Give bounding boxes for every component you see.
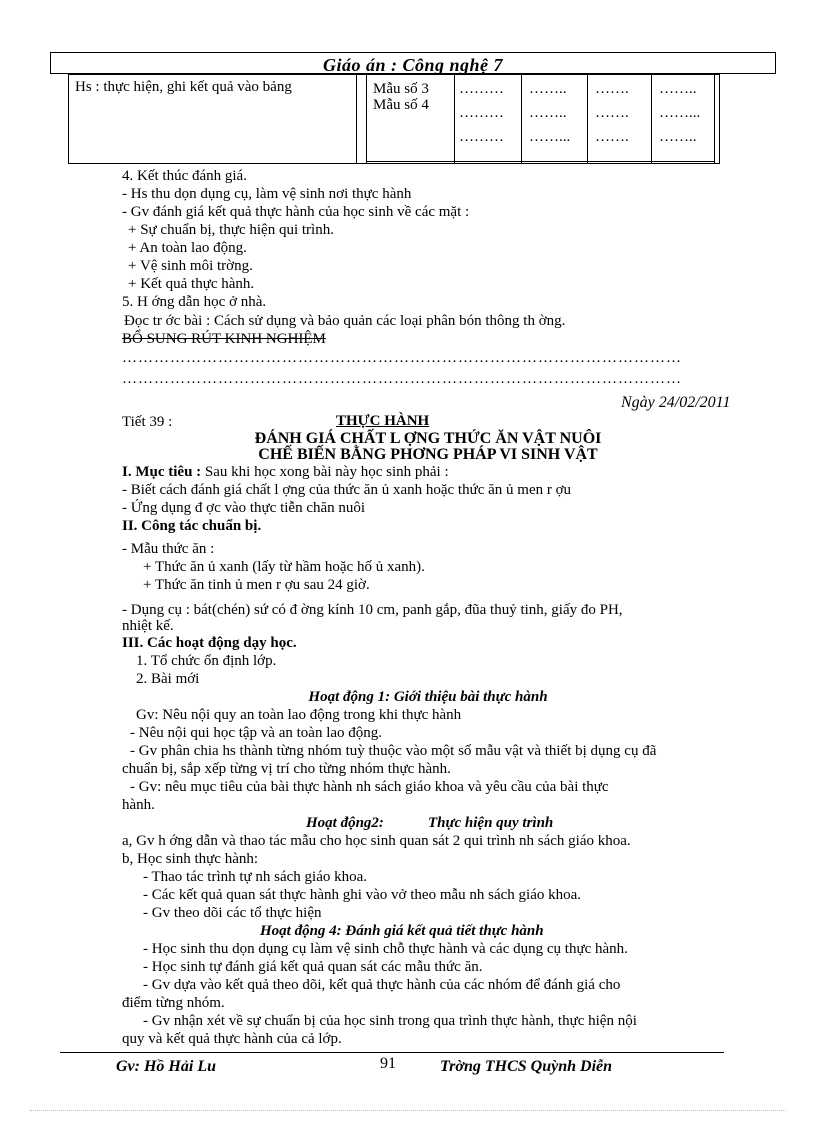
table-cell: …….. [659,129,697,145]
table-cell: ……... [659,105,701,121]
part-heading: II. Công tác chuẩn bị. [122,518,262,534]
table-divider [587,75,588,163]
text-line: - Gv theo dõi các tổ thực hiện [143,905,322,921]
text-line: a, Gv h ớng dẫn và thao tác mẫu cho học sinh quan sát 2 qui trình nh sách giáo khoa. [122,833,631,849]
text-line: + Sự chuẩn bị, thực hiện qui trình. [128,222,334,238]
lesson-date: Ngày 24/02/2011 [621,394,731,411]
text-line: + Thức ăn ủ xanh (lấy từ hầm hoặc hố ủ xanh). [143,559,425,575]
table-cell: ……. [595,129,629,145]
table-cell: ……. [595,81,629,97]
text-line: + Kết quả thực hành. [128,276,255,292]
table-divider [366,161,714,162]
table-cell: …….. [529,81,567,97]
table-cell: ……... [529,129,571,145]
text-line: - Gv đánh giá kết quả thực hành của học sinh về các mặt : [122,204,470,220]
activity-heading: Hoạt động 4: Đánh giá kết quả tiết thực hành [260,923,544,939]
footer-teacher: Gv: Hồ Hải Lu [116,1058,216,1075]
blank-line: …………………………………………………………………………………………… [122,371,682,387]
table-cell: ……. [595,105,629,121]
part-label: I. Mục tiêu : [122,464,202,480]
activity-heading: Thực hiện quy trình [428,815,554,831]
table-cell: ……… [459,129,504,145]
table-left-text: Hs : thực hiện, ghi kết quả vào bảng [75,79,292,95]
text-line: - Các kết quả quan sát thực hành ghi vào vở theo mẫu nh sách giáo khoa. [143,887,582,903]
part-heading: III. Các hoạt động dạy học. [122,635,297,651]
text-line: - Ứng dụng đ ợc vào thực tiễn chăn nuôi [122,500,366,516]
text-line: - Biết cách đánh giá chất l ợng của thức ăn ủ xanh hoặc thức ăn ủ men r ợu [122,482,572,498]
lesson-title: CHẾ BIẾN BẰNG PHƠNG PHÁP VI SINH VẬT [258,446,598,463]
page-edge [30,1110,786,1111]
part-intro: Sau khi học xong bài này học sinh phải : [201,464,449,480]
text-line: - Gv: nêu mục tiêu của bài thực hành nh sách giáo khoa và yêu cầu của bài thực [130,779,609,795]
sample-label: Mẫu số 4 [373,97,429,113]
text-line: - Dụng cụ : bát(chén) sứ có đ ờng kính 10 cm, panh gắp, đũa thuỷ tinh, giấy đo PH, [122,602,623,618]
table-divider [366,75,367,163]
header-title: Giáo án : Công nghệ 7 [322,55,504,75]
text-line: + Thức ăn tinh ủ men r ợu sau 24 giờ. [143,577,370,593]
part-heading [122,464,449,481]
text-line: Đọc tr ớc bài : Cách sử dụng và bảo quản các loại phân bón thông th ờng. [124,313,566,329]
text-line: quy và kết quả thực hành của cả lớp. [122,1031,342,1047]
text-line: chuẩn bị, sắp xếp từng vị trí cho từng nhóm thực hành. [122,761,451,777]
footer-rule [60,1052,724,1053]
table-cell: ……… [459,81,504,97]
table-divider [521,75,522,163]
text-line: Gv: Nêu nội quy an toàn lao động trong khi thực hành [136,707,462,723]
text-line: - Thao tác trình tự nh sách giáo khoa. [143,869,368,885]
footer-school: Trờng THCS Quỳnh Diễn [440,1058,613,1075]
lesson-title: ĐÁNH GIÁ CHẤT L ỢNG THỨC ĂN VẬT NUÔI [254,430,602,447]
text-line: - Hs thu dọn dụng cụ, làm vệ sinh nơi thực hành [122,186,412,202]
text-line: - Gv nhận xét về sự chuẩn bị của học sinh trong qua trình thực hành, thực hiện nội [143,1013,637,1029]
table-divider [651,75,652,163]
table-cell: ……… [459,105,504,121]
text-line: - Mẫu thức ăn : [122,541,215,557]
table-cell: …….. [529,105,567,121]
table-cell: …….. [659,81,697,97]
text-line: + Vệ sinh môi trờng. [128,258,253,274]
text-line: - Học sinh tự đánh giá kết quả quan sát các mẫu thức ăn. [143,959,483,975]
page-header [50,52,776,74]
text-line: điểm từng nhóm. [122,995,225,1011]
page-number: 91 [380,1055,396,1072]
sample-label: Mẫu số 3 [373,81,429,97]
text-line: - Gv dựa vào kết quả theo dõi, kết quả thực hành của các nhóm để đánh giá cho [143,977,621,993]
activity-heading: Hoạt động 1: Giới thiệu bài thực hành [308,689,548,705]
text-line: + An toàn lao động. [128,240,247,256]
results-table [68,74,720,164]
text-line: b, Học sinh thực hành: [122,851,259,867]
table-divider [356,75,357,163]
supplement-heading: BỔ SUNG RÚT KINH NGHIỆM [122,331,326,347]
section-heading: 5. H ớng dẫn học ở nhà. [122,294,267,310]
text-line: - Gv phân chia hs thành từng nhóm tuỳ thuộc vào một số mẫu vật và thiết bị dụng cụ đã [130,743,657,759]
blank-line: …………………………………………………………………………………………… [122,350,682,366]
text-line: hành. [122,797,155,813]
text-line: - Học sinh thu dọn dụng cụ làm vệ sinh chỗ thực hành và các dụng cụ thực hành. [143,941,628,957]
lesson-type: THỰC HÀNH [336,413,430,429]
text-line: 2. Bài mới [136,671,200,687]
table-divider [454,75,455,163]
text-line: nhiệt kế. [122,618,174,634]
activity-heading: Hoạt động2: [306,815,384,831]
section-heading: 4. Kết thúc đánh giá. [122,168,247,184]
table-divider [714,75,715,163]
text-line: 1. Tổ chức ổn định lớp. [136,653,277,669]
text-line: - Nêu nội qui học tập và an toàn lao động. [130,725,383,741]
lesson-number: Tiết 39 : [122,414,173,430]
